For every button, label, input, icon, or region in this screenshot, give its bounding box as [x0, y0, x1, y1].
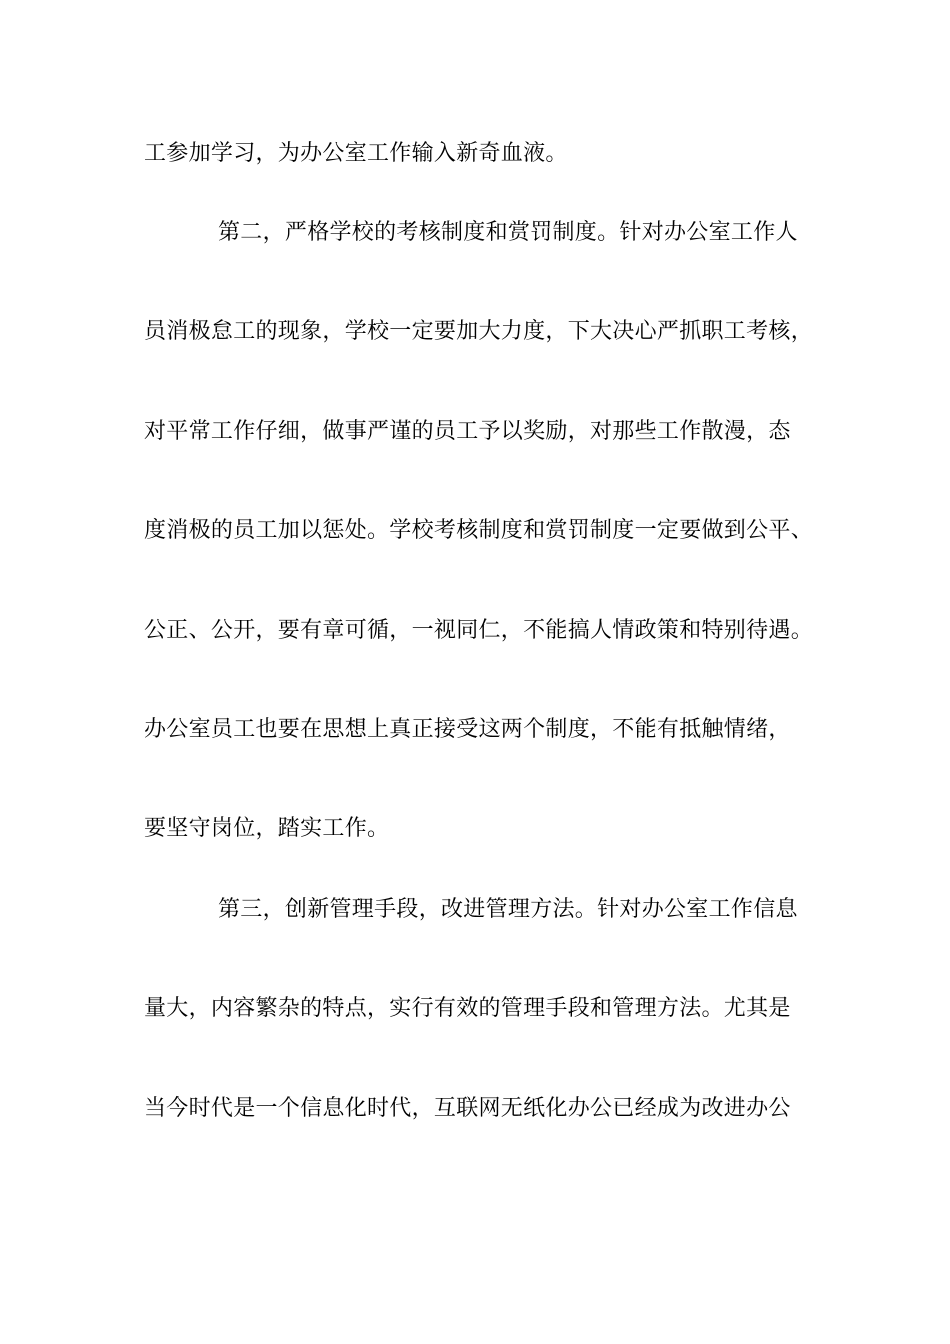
text-line: 度消极的员工加以惩处。学校考核制度和赏罚制度一定要做到公平、 — [144, 518, 814, 543]
text-line: 对平常工作仔细，做事严谨的员工予以奖励，对那些工作散漫，态 — [144, 419, 791, 444]
text-line: 员消极怠工的现象，学校一定要加大力度，下大决心严抓职工考核， — [144, 319, 814, 344]
text-line: 办公室员工也要在思想上真正接受这两个制度，不能有抵触情绪， — [144, 717, 791, 742]
text-line: 要坚守岗位，踏实工作。 — [144, 816, 390, 841]
paragraph-start-line: 第三，创新管理手段，改进管理方法。针对办公室工作信息 — [218, 897, 798, 922]
text-line: 当今时代是一个信息化时代，互联网无纸化办公已经成为改进办公 — [144, 1096, 791, 1121]
text-line: 量大，内容繁杂的特点，实行有效的管理手段和管理方法。尤其是 — [144, 996, 791, 1021]
text-line: 公正、公开，要有章可循，一视同仁，不能搞人情政策和特别待遇。 — [144, 618, 814, 643]
paragraph-start-line: 第二，严格学校的考核制度和赏罚制度。针对办公室工作人 — [218, 220, 798, 245]
text-line: 工参加学习，为办公室工作输入新奇血液。 — [144, 141, 568, 166]
